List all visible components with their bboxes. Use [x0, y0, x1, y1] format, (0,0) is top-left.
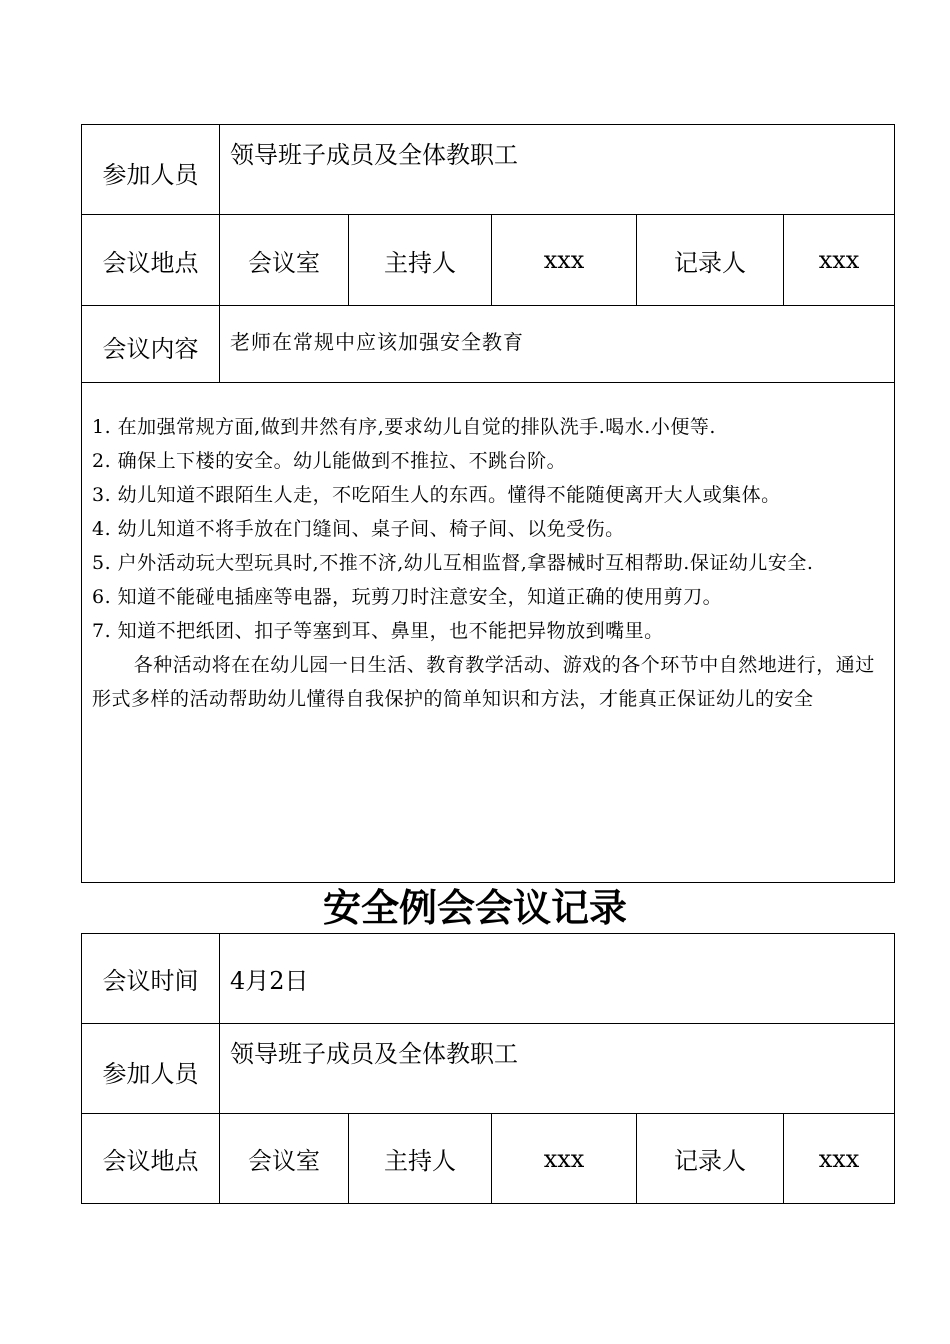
content-item: 5. 户外活动玩大型玩具时,不推不济,幼儿互相监督,拿器械时互相帮助.保证幼儿安全. [92, 552, 814, 574]
time-value: 4月2日 [230, 967, 309, 995]
host-label: 主持人 [384, 248, 456, 277]
location-value: 会议室 [248, 248, 320, 277]
host-value: xxx [543, 246, 585, 274]
recorder-label: 记录人 [674, 248, 746, 277]
table-border [81, 382, 895, 383]
content-item: 6. 知道不能碰电插座等电器，玩剪刀时注意安全，知道正确的使用剪刀。 [92, 586, 723, 608]
location-label: 会议地点 [102, 1147, 199, 1175]
attendees-value: 领导班子成员及全体教职工 [230, 141, 518, 169]
attendees-label: 参加人员 [102, 161, 199, 189]
page-title: 安全例会会议记录 [322, 886, 627, 930]
table-border [894, 933, 895, 1204]
content-item: 2. 确保上下楼的安全。幼儿能做到不推拉、不跳台阶。 [92, 450, 567, 472]
attendees-label: 参加人员 [102, 1060, 199, 1088]
recorder-value: xxx [818, 246, 860, 274]
location-value: 会议室 [248, 1147, 320, 1175]
content-value: 老师在常规中应该加强安全教育 [230, 330, 524, 354]
content-item: 1. 在加强常规方面,做到井然有序,要求幼儿自觉的排队洗手.喝水.小便等. [92, 416, 716, 438]
table-border [894, 124, 895, 883]
recorder-label: 记录人 [674, 1147, 746, 1175]
location-label: 会议地点 [102, 248, 199, 277]
host-value: xxx [543, 1144, 585, 1173]
time-label: 会议时间 [102, 967, 199, 995]
content-item: 7. 知道不把纸团、扣子等塞到耳、鼻里，也不能把异物放到嘴里。 [92, 620, 664, 642]
content-summary: 各种活动将在在幼儿园一日生活、教育教学活动、游戏的各个环节中自然地进行，通过形式多样的活动帮助幼儿懂得自我保护的简单知识和方法，才能真正保证幼儿的安全 [92, 654, 875, 710]
table-border [81, 1203, 895, 1204]
content-item: 3. 幼儿知道不跟陌生人走，不吃陌生人的东西。懂得不能随便离开大人或集体。 [92, 484, 781, 506]
meeting-content-body [82, 410, 894, 880]
host-label: 主持人 [384, 1147, 456, 1175]
content-label: 会议内容 [102, 334, 199, 363]
attendees-value: 领导班子成员及全体教职工 [230, 1040, 518, 1068]
recorder-value: xxx [818, 1144, 860, 1173]
content-item: 4. 幼儿知道不将手放在门缝间、桌子间、椅子间、以免受伤。 [92, 518, 625, 540]
